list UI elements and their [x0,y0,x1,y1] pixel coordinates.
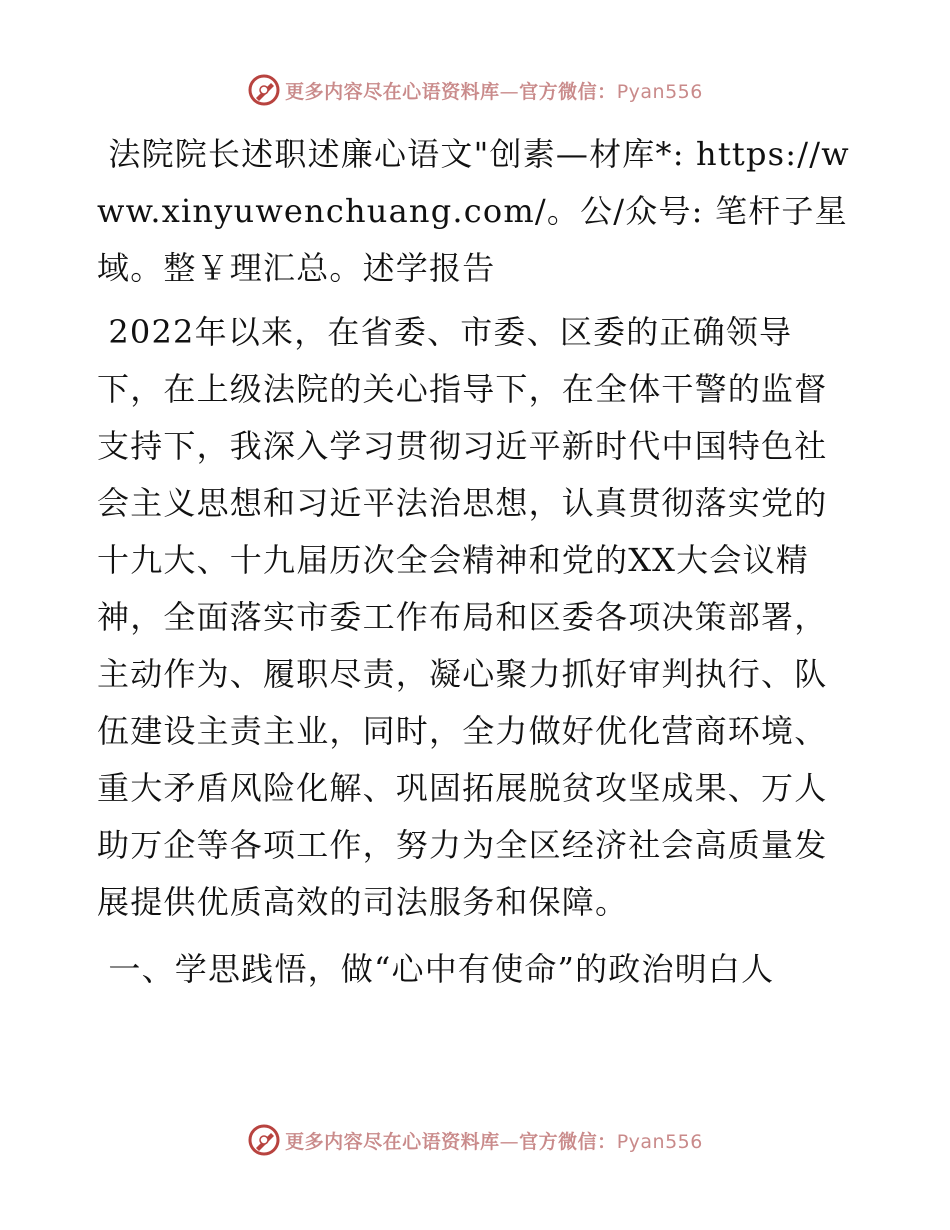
body-paragraph: 2022年以来，在省委、市委、区委的正确领导下，在上级法院的关心指导下，在全体干警的监督支持下，我深入学习贯彻习近平新时代中国特色社会主义思想和习近平法治思想，认真贯彻落实党的十九大、十九届历次全会精神和党的XX大会议精神，全面落实市委工作布局和区委各项决策部署，主动作为、履职尽责，凝心聚力抓好审判执行、队伍建设主责主业，同时，全力做好优化营商环境、重大矛盾风险化解、巩固拓展脱贫攻坚成果、万人助万企等各项工作，努力为全区经济社会高质量发展提供优质高效的司法服务和保障。 [97,313,828,921]
footer-watermark [0,1120,950,1160]
section-heading: 一、学思践悟，做“心中有使命”的政治明白人 [97,950,775,988]
header-watermark [0,70,950,110]
watermark-text: 更多内容尽在心语资料库—官方微信：Pyan556 [285,80,703,103]
pen-logo-icon [247,1123,281,1157]
document-body [97,126,857,998]
watermark-text: 更多内容尽在心语资料库—官方微信：Pyan556 [285,1130,703,1153]
pen-logo-icon [247,73,281,107]
title-paragraph: 法院院长述职述廉心语文"创素—材库*: https://www.xinyuwenchuang.com/。公/众号: 笔杆子星域。整￥理汇总。述学报告 [97,135,850,287]
